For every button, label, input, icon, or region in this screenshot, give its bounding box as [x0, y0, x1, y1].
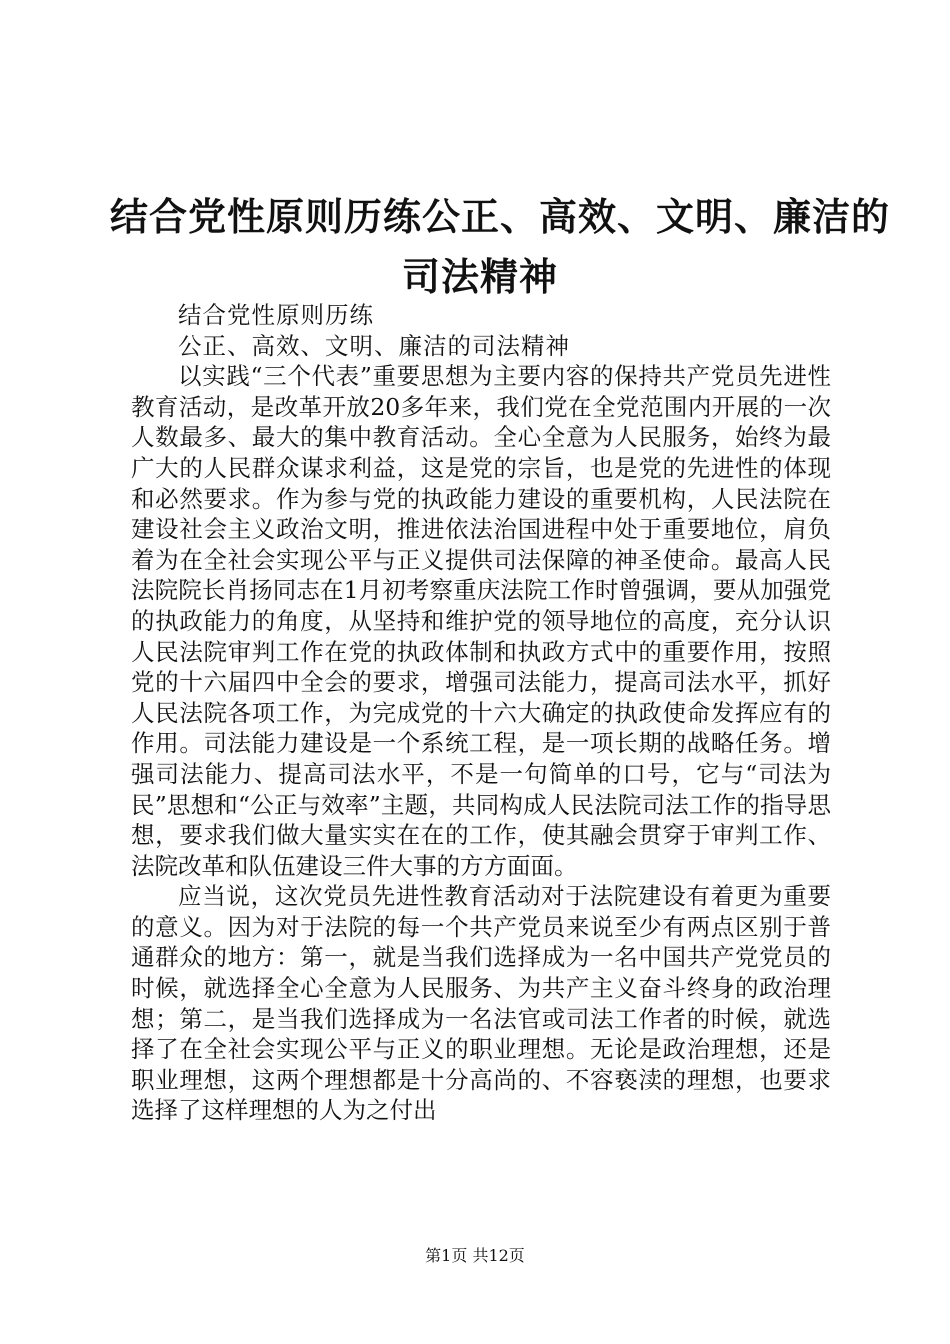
page-footer: 第1页 共12页: [425, 1246, 525, 1265]
document-title-line-2: 司法精神: [401, 254, 558, 299]
body-paragraph: 以实践“三个代表”重要思想为主要内容的保持共产党员先进性教育活动，是改革开放20多年来，我们党在全党范围内开展的一次人数最多、最大的集中教育活动。全心全意为人民服务，始终为最广大的人民群众谋求利益，这是党的宗旨，也是党的先进性的体现和必然要求。作为参与党的执政能力建设的重要机构，人民法院在建设社会主义政治文明，推进依法治国进程中处于重要地位，肩负着为在全社会实现公平与正义提供司法保障的神圣使命。最高人民法院院长肖扬同志在1月初考察重庆法院工作时曾强调，要从加强党的执政能力的角度，从坚持和维护党的领导地位的高度，充分认识人民法院审判工作在党的执政体制和执政方式中的重要作用，按照党的十六届四中全会的要求，增强司法能力，提高司法水平，抓好人民法院各项工作，为完成党的十六大确定的执政使命发挥应有的作用。司法能力建设是一个系统工程，是一项长期的战略任务。增强司法能力、提高司法水平，不是一句简单的口号，它与“司法为民”思想和“公正与效率”主题，共同构成人民法院司法工作的指导思想，要求我们做大量实实在在的工作，使其融会贯穿于审判工作、法院改革和队伍建设三件大事的方方面面。: [131, 362, 831, 880]
subheading-line-2: 公正、高效、文明、廉洁的司法精神: [178, 331, 570, 360]
document-body: [131, 300, 831, 1126]
document-title-line-1: 结合党性原则历练公正、高效、文明、廉洁的: [110, 194, 891, 239]
body-paragraph: 应当说，这次党员先进性教育活动对于法院建设有着更为重要的意义。因为对于法院的每一个共产党员来说至少有两点区别于普通群众的地方：第一，就是当我们选择成为一名中国共产党党员的时候，就选择全心全意为人民服务、为共产主义奋斗终身的政治理想；第二，是当我们选择成为一名法官或司法工作者的时候，就选择了在全社会实现公平与正义的职业理想。无论是政治理想，还是职业理想，这两个理想都是十分高尚的、不容亵渎的理想，也要求选择了这样理想的人为之付出: [131, 882, 831, 1125]
subheading-line-1: 结合党性原则历练: [178, 301, 374, 329]
